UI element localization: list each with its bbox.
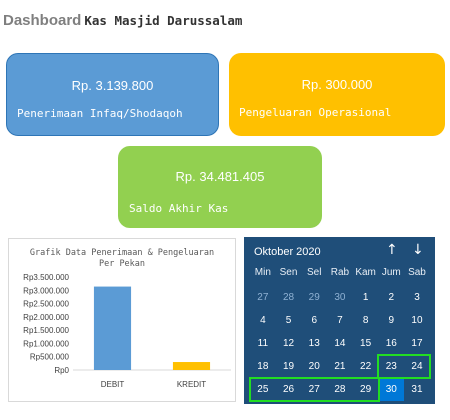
calendar-day[interactable]: 26 bbox=[282, 384, 295, 395]
weekday-label: Sen bbox=[279, 267, 298, 278]
income-card[interactable] bbox=[6, 53, 219, 136]
calendar-day[interactable]: 29 bbox=[360, 384, 372, 395]
weekly-chart[interactable] bbox=[8, 238, 236, 402]
calendar-day[interactable]: 25 bbox=[257, 384, 269, 395]
expense-label: Pengeluaran Operasional bbox=[239, 106, 392, 119]
expense-amount: Rp. 300.000 bbox=[301, 77, 373, 92]
calendar-day[interactable]: 31 bbox=[411, 384, 423, 395]
y-tick-label: Rp2.500.000 bbox=[23, 299, 69, 309]
chart-title-line: Per Pekan bbox=[98, 259, 146, 269]
x-tick-label: DEBIT bbox=[100, 380, 125, 389]
weekday-header bbox=[250, 267, 430, 278]
y-tick-label: Rp500.000 bbox=[29, 352, 69, 362]
y-tick-label: Rp0 bbox=[54, 366, 69, 375]
chart-title-line: Grafik Data Penerimaan & Pengeluaran bbox=[29, 248, 215, 258]
calendar-month[interactable]: Oktober 2020 bbox=[254, 246, 321, 258]
calendar-day[interactable]: 8 bbox=[362, 315, 369, 326]
calendar-day[interactable]: 2 bbox=[388, 292, 395, 303]
calendar-day[interactable]: 20 bbox=[308, 361, 320, 372]
calendar-day-previous-month[interactable]: 30 bbox=[334, 292, 346, 303]
calendar-day-previous-month[interactable]: 28 bbox=[282, 292, 295, 303]
calendar-day[interactable]: 17 bbox=[411, 338, 423, 349]
y-tick-label: Rp1.000.000 bbox=[23, 339, 69, 349]
calendar-day[interactable]: 9 bbox=[388, 315, 395, 326]
previous-month-arrow-icon[interactable]: ↑ bbox=[386, 242, 398, 258]
calendar-day-previous-month[interactable]: 27 bbox=[257, 292, 269, 303]
weekday-label: Jum bbox=[381, 267, 401, 278]
calendar-day[interactable]: 10 bbox=[411, 315, 423, 326]
income-amount: Rp. 3.139.800 bbox=[71, 78, 154, 93]
weekday-label: Kam bbox=[355, 267, 376, 278]
page-header bbox=[3, 12, 242, 32]
calendar-day[interactable]: 15 bbox=[360, 338, 372, 349]
calendar-day[interactable]: 14 bbox=[334, 338, 346, 349]
expense-card[interactable] bbox=[229, 53, 445, 136]
weekday-label: Sel bbox=[306, 267, 322, 278]
calendar-day[interactable]: 6 bbox=[311, 315, 317, 326]
calendar-day[interactable]: 21 bbox=[334, 361, 346, 372]
y-tick-label: Rp3.500.000 bbox=[23, 273, 69, 282]
calendar-day[interactable]: 7 bbox=[337, 315, 343, 326]
dashboard-label: Dashboard bbox=[3, 12, 82, 29]
calendar-day[interactable]: 4 bbox=[260, 315, 266, 326]
page-title: Kas Masjid Darussalam bbox=[84, 13, 243, 28]
weekday-label: Sab bbox=[408, 267, 426, 278]
next-month-arrow-icon[interactable]: ↓ bbox=[412, 242, 424, 258]
y-tick-label: Rp3.000.000 bbox=[23, 286, 69, 296]
x-tick-label: KREDIT bbox=[176, 380, 207, 389]
calendar-day-grid bbox=[250, 286, 430, 401]
income-label: Penerimaan Infaq/Shodaqoh bbox=[17, 107, 183, 120]
weekday-label: Rab bbox=[330, 267, 350, 278]
calendar-day[interactable]: 28 bbox=[334, 384, 346, 395]
y-tick-label: Rp1.500.000 bbox=[23, 326, 69, 336]
calendar-widget[interactable] bbox=[244, 237, 435, 404]
y-tick-label: Rp2.000.000 bbox=[23, 312, 69, 322]
calendar-day[interactable]: 16 bbox=[385, 338, 397, 349]
balance-card[interactable] bbox=[118, 146, 322, 228]
calendar-day[interactable]: 30 bbox=[378, 378, 404, 401]
weekday-label: Min bbox=[254, 267, 271, 278]
bar-debit bbox=[94, 287, 131, 370]
calendar-day[interactable]: 11 bbox=[257, 338, 269, 349]
calendar-day[interactable]: 3 bbox=[414, 292, 420, 303]
calendar-day[interactable]: 24 bbox=[411, 361, 423, 372]
calendar-day[interactable]: 22 bbox=[360, 361, 372, 372]
calendar-day-previous-month[interactable]: 29 bbox=[308, 292, 320, 303]
calendar-day[interactable]: 1 bbox=[362, 292, 369, 303]
balance-label: Saldo Akhir Kas bbox=[129, 202, 229, 215]
chart-canvas bbox=[9, 239, 235, 401]
calendar-day[interactable]: 13 bbox=[308, 338, 320, 349]
bar-kredit bbox=[173, 362, 210, 370]
calendar-day[interactable]: 12 bbox=[282, 338, 295, 349]
calendar-day[interactable]: 27 bbox=[308, 384, 320, 395]
calendar-day[interactable]: 23 bbox=[385, 361, 397, 372]
calendar-day[interactable]: 5 bbox=[285, 315, 292, 326]
calendar-day[interactable]: 18 bbox=[257, 361, 269, 372]
calendar-day[interactable]: 19 bbox=[282, 361, 295, 372]
balance-amount: Rp. 34.481.405 bbox=[175, 169, 265, 184]
